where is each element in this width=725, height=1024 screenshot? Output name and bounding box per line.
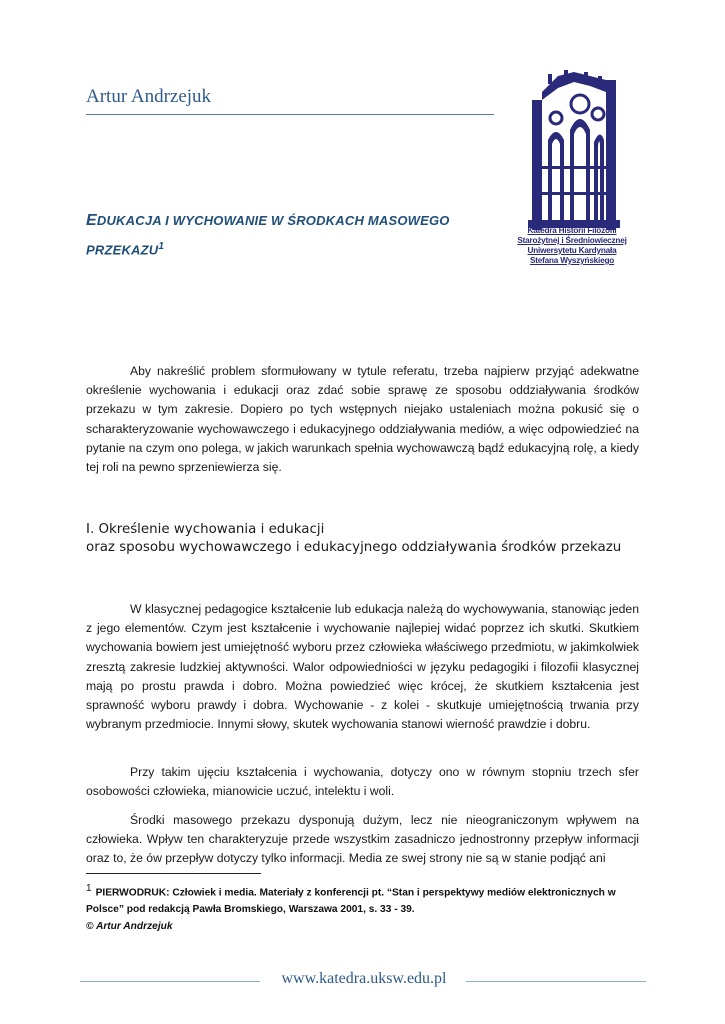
logo-line: Uniwersytetu Kardynała — [527, 246, 617, 255]
body-paragraph-text: Przy takim ujęciu kształcenia i wychowania, dotyczy ono w równym stopniu trzech sfer osobowości człowieka, mianowicie uczuć, intelektu i woli. — [86, 765, 639, 799]
logo-caption — [516, 226, 628, 266]
author-name: Artur Andrzejuk — [86, 86, 212, 107]
title-line-2: PRZEKAZU — [86, 242, 159, 258]
document-title — [86, 208, 506, 263]
logo-line: Starożytnej i Średniowiecznej — [517, 236, 627, 245]
footnote-number: 1 — [86, 883, 92, 894]
intro-text: Aby nakreślić problem sformułowany w tytule referatu, trzeba najpierw przyjąć adekwatne określenie wychowania i edukacji oraz zdać sobie sprawę ze sposobu oddziaływania środków przekazu w tym zakresie. Dopiero po tych wstępnych niejako ustaleniach można pokusić się o scharakteryzowanie wychowawczego i edukacyjnego oddziaływania mediów, a więc odpowiedzieć na pytanie na czym ono polega, w jakich warunkach spełnia wychowawczą bądź edukacyjną rolę, a kiedy tej roli na pewno sprzeniewierza się. — [86, 364, 639, 475]
section-heading-line-1: I. Określenie wychowania i edukacji — [86, 522, 325, 537]
footnote-divider — [86, 873, 261, 874]
body-paragraph-text: Środki masowego przekazu dysponują dużym, lecz nie nieograniczonym wpływem na człowieka. Wpływ ten charakteryzuje przede wszystkim zasadniczo jednostronny przepływ informacji oraz to, że ów przepływ dotyczy tylko informacji. Media ze swej strony nie są w stanie podjąć ani — [86, 813, 639, 866]
section-heading — [86, 521, 646, 557]
intro-paragraph — [86, 362, 639, 477]
title-line-1: DUKACJA I WYCHOWANIE W ŚRODKACH MASOWEGO — [96, 213, 450, 228]
logo-line: Katedra Historii Filozofii — [527, 226, 617, 235]
title-initial: E — [86, 212, 97, 229]
footer-divider-right — [466, 981, 646, 982]
logo-line: Stefana Wyszyńskiego — [529, 256, 615, 265]
body-paragraph — [86, 600, 639, 734]
header-divider — [86, 114, 494, 115]
footnote-text: PIERWODRUK: Człowiek i media. Materiały z konferencji pt. “Stan i perspektywy mediów elektronicznych w Polsce” pod redakcją Pawła Bromskiego, Warszawa 2001, s. 33 - 39. — [86, 887, 616, 916]
body-paragraph-text: W klasycznej pedagogice kształcenie lub edukacja należą do wychowywania, stanowiąc jeden z jego elementów. Czym jest kształcenie i wychowanie najlepiej widać poprzez ich skutki. Skutkiem wychowania bowiem jest umiejętność wyboru przez człowieka właściwego przedmiotu, w jakimkolwiek zresztą zakresie ludzkiej aktywności. Walor odpowiedniości w języku pedagogiki i filozofii klasycznej mają po prostu prawda i dobro. Można powiedzieć więc krócej, że skutkiem kształcenia jest sprawność wyboru prawdy i dobra. Wychowanie - z kolei - skutkuje umiejętnością trwania przy wybranym przedmiocie. Innymi słowy, skutek wychowania stanowi wierność prawdzie i dobru. — [86, 602, 639, 732]
footnote — [86, 880, 639, 935]
footer-website-link[interactable]: www.katedra.uksw.edu.pl — [281, 970, 447, 987]
section-heading-line-2: oraz sposobu wychowawczego i edukacyjnego oddziaływania środków przekazu — [86, 540, 622, 555]
title-footnote-ref: 1 — [158, 241, 165, 252]
body-paragraph — [86, 763, 639, 801]
footer-divider-left — [80, 981, 260, 982]
footnote-copyright: © Artur Andrzejuk — [86, 921, 173, 933]
body-paragraph — [86, 811, 639, 869]
